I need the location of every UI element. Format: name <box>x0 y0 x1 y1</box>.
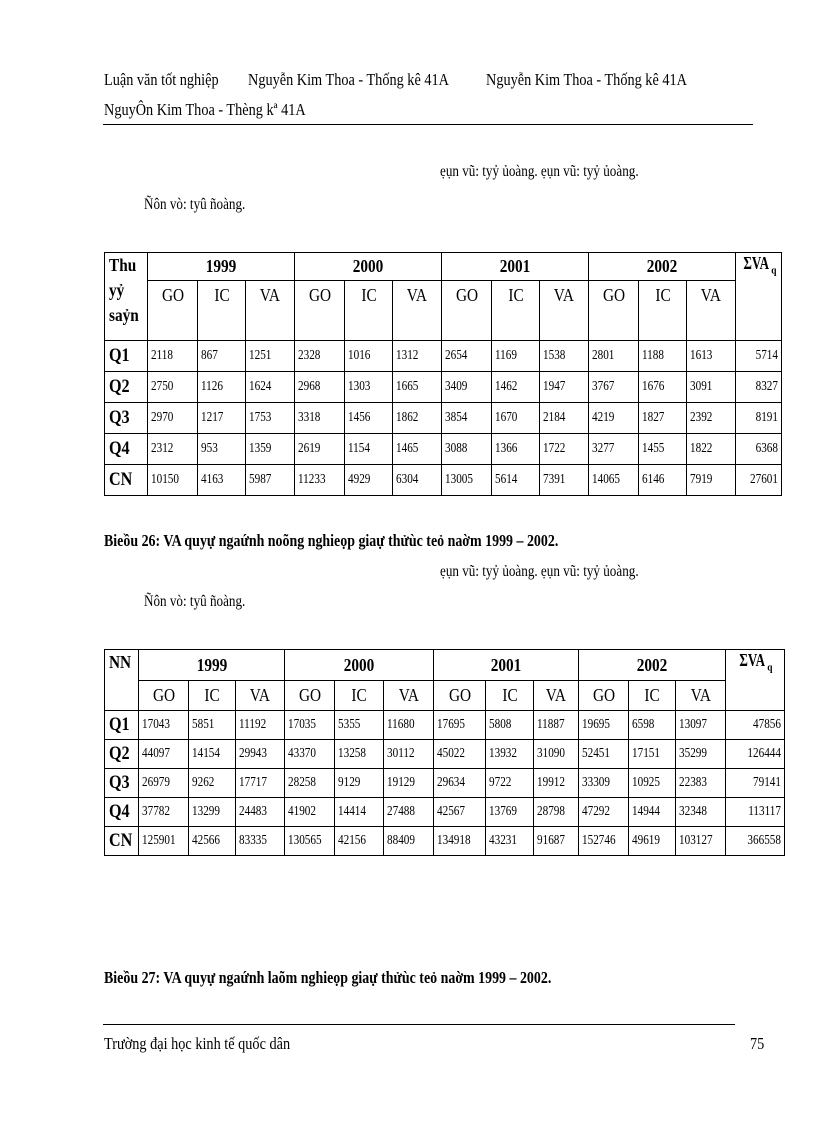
table-cell: 5355 <box>335 711 384 740</box>
table-cell: 3854 <box>442 403 492 434</box>
table-cell: 2801 <box>589 341 639 372</box>
table-cell: 1722 <box>540 434 589 465</box>
table-cell: 1670 <box>492 403 540 434</box>
sub-header-go: GO <box>148 281 198 341</box>
sub-header-go: GO <box>579 681 629 711</box>
header-title-thesis: Luận văn tốt nghiệp <box>104 70 219 89</box>
table-cell: 1303 <box>345 372 393 403</box>
table-cell: 9722 <box>486 769 534 798</box>
table-cell: 11192 <box>236 711 285 740</box>
sub-header-ic: IC <box>629 681 676 711</box>
table-cell: 5851 <box>189 711 236 740</box>
header-author-1: Nguyễn Kim Thoa - Thống kê 41A <box>248 70 449 89</box>
table-cell: 1827 <box>639 403 687 434</box>
table-cell: 42567 <box>434 798 486 827</box>
table-cell: 5614 <box>492 465 540 496</box>
table-body <box>105 711 785 856</box>
table-cell: 9262 <box>189 769 236 798</box>
table-cell: 1465 <box>393 434 442 465</box>
corner-line-3: saỷn <box>109 305 139 325</box>
table-cell: 13769 <box>486 798 534 827</box>
table-cell: 1312 <box>393 341 442 372</box>
corner-header: NN <box>105 650 139 711</box>
sub-header-go: GO <box>442 281 492 341</box>
table-cell: 6146 <box>639 465 687 496</box>
row-total: 126444 <box>726 740 785 769</box>
row-label: Q2 <box>105 740 139 769</box>
table-row <box>105 434 782 465</box>
table-cell: 14154 <box>189 740 236 769</box>
row-label: Q2 <box>105 372 148 403</box>
sub-header-go: GO <box>285 681 335 711</box>
table-cell: 2328 <box>295 341 345 372</box>
table-cell: 28798 <box>534 798 579 827</box>
table-cell: 2392 <box>687 403 736 434</box>
data-table-2 <box>104 649 785 856</box>
table-row <box>105 341 782 372</box>
table-cell: 42156 <box>335 827 384 856</box>
table-cell: 45022 <box>434 740 486 769</box>
table-cell: 11680 <box>384 711 434 740</box>
sub-header-go: GO <box>589 281 639 341</box>
table-cell: 2750 <box>148 372 198 403</box>
table-cell: 6598 <box>629 711 676 740</box>
sub-header-go: GO <box>434 681 486 711</box>
table-cell: 30112 <box>384 740 434 769</box>
sub-header-go: GO <box>295 281 345 341</box>
table-cell: 2654 <box>442 341 492 372</box>
table-cell: 3088 <box>442 434 492 465</box>
table-cell: 13258 <box>335 740 384 769</box>
table-cell: 91687 <box>534 827 579 856</box>
table-cell: 152746 <box>579 827 629 856</box>
row-label: Q3 <box>105 403 148 434</box>
row-label: Q1 <box>105 711 139 740</box>
table-cell: 4219 <box>589 403 639 434</box>
table-cell: 52451 <box>579 740 629 769</box>
row-total: 8191 <box>736 403 782 434</box>
table-cell: 13005 <box>442 465 492 496</box>
sub-header-row <box>105 681 785 711</box>
table-cell: 10925 <box>629 769 676 798</box>
table-cell: 134918 <box>434 827 486 856</box>
table-cell: 22383 <box>676 769 726 798</box>
row-label: Q1 <box>105 341 148 372</box>
table-cell: 24483 <box>236 798 285 827</box>
unit-note-right: ẹụn vũ: tyỷ ủoàng. ẹụn vũ: tyỷ ủoàng. <box>440 163 639 180</box>
table-row <box>105 740 785 769</box>
table-cell: 1624 <box>246 372 295 403</box>
table-cell: 35299 <box>676 740 726 769</box>
table-cell: 1753 <box>246 403 295 434</box>
table-cell: 130565 <box>285 827 335 856</box>
table-cell: 44097 <box>139 740 189 769</box>
table-cell: 42566 <box>189 827 236 856</box>
table-row <box>105 798 785 827</box>
year-header: 1999 <box>148 253 295 281</box>
table-cell: 2118 <box>148 341 198 372</box>
table-cell: 3767 <box>589 372 639 403</box>
year-header: 1999 <box>139 650 285 681</box>
unit-note-left: Ñôn vò: tyû ñoàng. <box>144 196 246 213</box>
table-cell: 28258 <box>285 769 335 798</box>
table-cell: 43231 <box>486 827 534 856</box>
sub-header-va: VA <box>540 281 589 341</box>
corner-line-2: yỷ <box>109 280 125 300</box>
table-cell: 41902 <box>285 798 335 827</box>
sub-header-ic: IC <box>198 281 246 341</box>
sub-header-ic: IC <box>335 681 384 711</box>
table-cell: 29634 <box>434 769 486 798</box>
table-row <box>105 465 782 496</box>
sub-header-va: VA <box>687 281 736 341</box>
sub-header-ic: IC <box>639 281 687 341</box>
header-author-2: Nguyễn Kim Thoa - Thống kê 41A <box>486 70 687 89</box>
row-total: 27601 <box>736 465 782 496</box>
table-cell: 17035 <box>285 711 335 740</box>
table-cell: 88409 <box>384 827 434 856</box>
table-cell: 43370 <box>285 740 335 769</box>
header-author-garbled: NguyÔn Kim Thoa - Thèng kª 41A <box>104 100 306 119</box>
year-header: 2002 <box>589 253 736 281</box>
table-cell: 2184 <box>540 403 589 434</box>
table-cell: 1154 <box>345 434 393 465</box>
table-cell: 1822 <box>687 434 736 465</box>
table-cell: 29943 <box>236 740 285 769</box>
table-row <box>105 711 785 740</box>
table-cell: 1947 <box>540 372 589 403</box>
sub-header-ic: IC <box>345 281 393 341</box>
table-cell: 1126 <box>198 372 246 403</box>
table-cell: 1016 <box>345 341 393 372</box>
table-cell: 14065 <box>589 465 639 496</box>
table-row <box>105 769 785 798</box>
table-cell: 3091 <box>687 372 736 403</box>
table-cell: 6304 <box>393 465 442 496</box>
table-cell: 1676 <box>639 372 687 403</box>
sum-va-header: ΣVA $_q$ <box>726 650 785 711</box>
table-cell: 47292 <box>579 798 629 827</box>
row-total: 113117 <box>726 798 785 827</box>
table-cell: 17717 <box>236 769 285 798</box>
table-cell: 49619 <box>629 827 676 856</box>
table-cell: 1455 <box>639 434 687 465</box>
year-header: 2000 <box>285 650 434 681</box>
footer-university: Trường đại học kinh tế quốc dân <box>104 1034 291 1053</box>
table-cell: 1217 <box>198 403 246 434</box>
table-row <box>105 372 782 403</box>
table-cell: 11233 <box>295 465 345 496</box>
page-number: 75 <box>750 1034 765 1053</box>
table-cell: 103127 <box>676 827 726 856</box>
table-cell: 5987 <box>246 465 295 496</box>
table-cell: 125901 <box>139 827 189 856</box>
table-cell: 3409 <box>442 372 492 403</box>
sub-header-ic: IC <box>189 681 236 711</box>
table-cell: 2970 <box>148 403 198 434</box>
table-cell: 9129 <box>335 769 384 798</box>
sub-header-row <box>105 281 782 341</box>
row-total: 47856 <box>726 711 785 740</box>
table-cell: 27488 <box>384 798 434 827</box>
table-cell: 32348 <box>676 798 726 827</box>
table-cell: 7391 <box>540 465 589 496</box>
table-cell: 3318 <box>295 403 345 434</box>
sum-va-header: ΣVA $_q$ <box>736 253 782 341</box>
table-cell: 19912 <box>534 769 579 798</box>
row-label: CN <box>105 465 148 496</box>
table-cell: 4163 <box>198 465 246 496</box>
data-table-1 <box>104 252 782 496</box>
table-row <box>105 403 782 434</box>
table-cell: 17151 <box>629 740 676 769</box>
table-cell: 17695 <box>434 711 486 740</box>
table-cell: 2312 <box>148 434 198 465</box>
unit-note-left-2: Ñôn vò: tyû ñoàng. <box>144 593 246 610</box>
table-cell: 953 <box>198 434 246 465</box>
table-cell: 867 <box>198 341 246 372</box>
table-cell: 17043 <box>139 711 189 740</box>
year-header: 2000 <box>295 253 442 281</box>
row-total: 366558 <box>726 827 785 856</box>
table-cell: 14414 <box>335 798 384 827</box>
row-total: 5714 <box>736 341 782 372</box>
year-header: 2001 <box>442 253 589 281</box>
table-cell: 1538 <box>540 341 589 372</box>
table-cell: 1169 <box>492 341 540 372</box>
table-cell: 3277 <box>589 434 639 465</box>
table-cell: 11887 <box>534 711 579 740</box>
caption-figure-26: Bieồu 26: VA quyự ngaứnh noõng nghieọp giaự thửùc teỏ naờm 1999 – 2002. <box>104 531 559 550</box>
table-header-row <box>105 650 785 681</box>
row-label: Q4 <box>105 798 139 827</box>
corner-header <box>105 253 148 341</box>
table-cell: 2968 <box>295 372 345 403</box>
row-total: 8327 <box>736 372 782 403</box>
table-cell: 1366 <box>492 434 540 465</box>
table-cell: 19695 <box>579 711 629 740</box>
table-cell: 13932 <box>486 740 534 769</box>
table-cell: 1359 <box>246 434 295 465</box>
sub-header-ic: IC <box>486 681 534 711</box>
table-cell: 1665 <box>393 372 442 403</box>
table-cell: 14944 <box>629 798 676 827</box>
year-header: 2002 <box>579 650 726 681</box>
table-cell: 13097 <box>676 711 726 740</box>
table-cell: 1462 <box>492 372 540 403</box>
sub-header-va: VA <box>246 281 295 341</box>
sub-header-va: VA <box>384 681 434 711</box>
row-total: 6368 <box>736 434 782 465</box>
table-cell: 26979 <box>139 769 189 798</box>
table-cell: 1251 <box>246 341 295 372</box>
sub-header-va: VA <box>236 681 285 711</box>
table-cell: 1188 <box>639 341 687 372</box>
year-header: 2001 <box>434 650 579 681</box>
table-cell: 83335 <box>236 827 285 856</box>
corner-line-1: Thu <box>109 255 137 275</box>
table-cell: 5808 <box>486 711 534 740</box>
sub-header-go: GO <box>139 681 189 711</box>
row-total: 79141 <box>726 769 785 798</box>
table-cell: 10150 <box>148 465 198 496</box>
table-cell: 1456 <box>345 403 393 434</box>
caption-figure-27: Bieồu 27: VA quyự ngaứnh laõm nghieọp giaự thửùc teỏ naờm 1999 – 2002. <box>104 968 552 987</box>
table-cell: 13299 <box>189 798 236 827</box>
table-cell: 4929 <box>345 465 393 496</box>
unit-note-right-2: ẹụn vũ: tyỷ ủoàng. ẹụn vũ: tyỷ ủoàng. <box>440 563 639 580</box>
table-cell: 7919 <box>687 465 736 496</box>
table-row <box>105 827 785 856</box>
table-cell: 1862 <box>393 403 442 434</box>
table-cell: 31090 <box>534 740 579 769</box>
row-label: CN <box>105 827 139 856</box>
table-cell: 37782 <box>139 798 189 827</box>
table-body <box>105 341 782 496</box>
sub-header-va: VA <box>393 281 442 341</box>
sub-header-va: VA <box>534 681 579 711</box>
table-cell: 2619 <box>295 434 345 465</box>
footer-rule <box>103 1024 735 1025</box>
sub-header-ic: IC <box>492 281 540 341</box>
row-label: Q4 <box>105 434 148 465</box>
sub-header-va: VA <box>676 681 726 711</box>
row-label: Q3 <box>105 769 139 798</box>
header-rule <box>103 124 753 125</box>
table-header-row <box>105 253 782 281</box>
table-cell: 19129 <box>384 769 434 798</box>
table-cell: 33309 <box>579 769 629 798</box>
table-cell: 1613 <box>687 341 736 372</box>
